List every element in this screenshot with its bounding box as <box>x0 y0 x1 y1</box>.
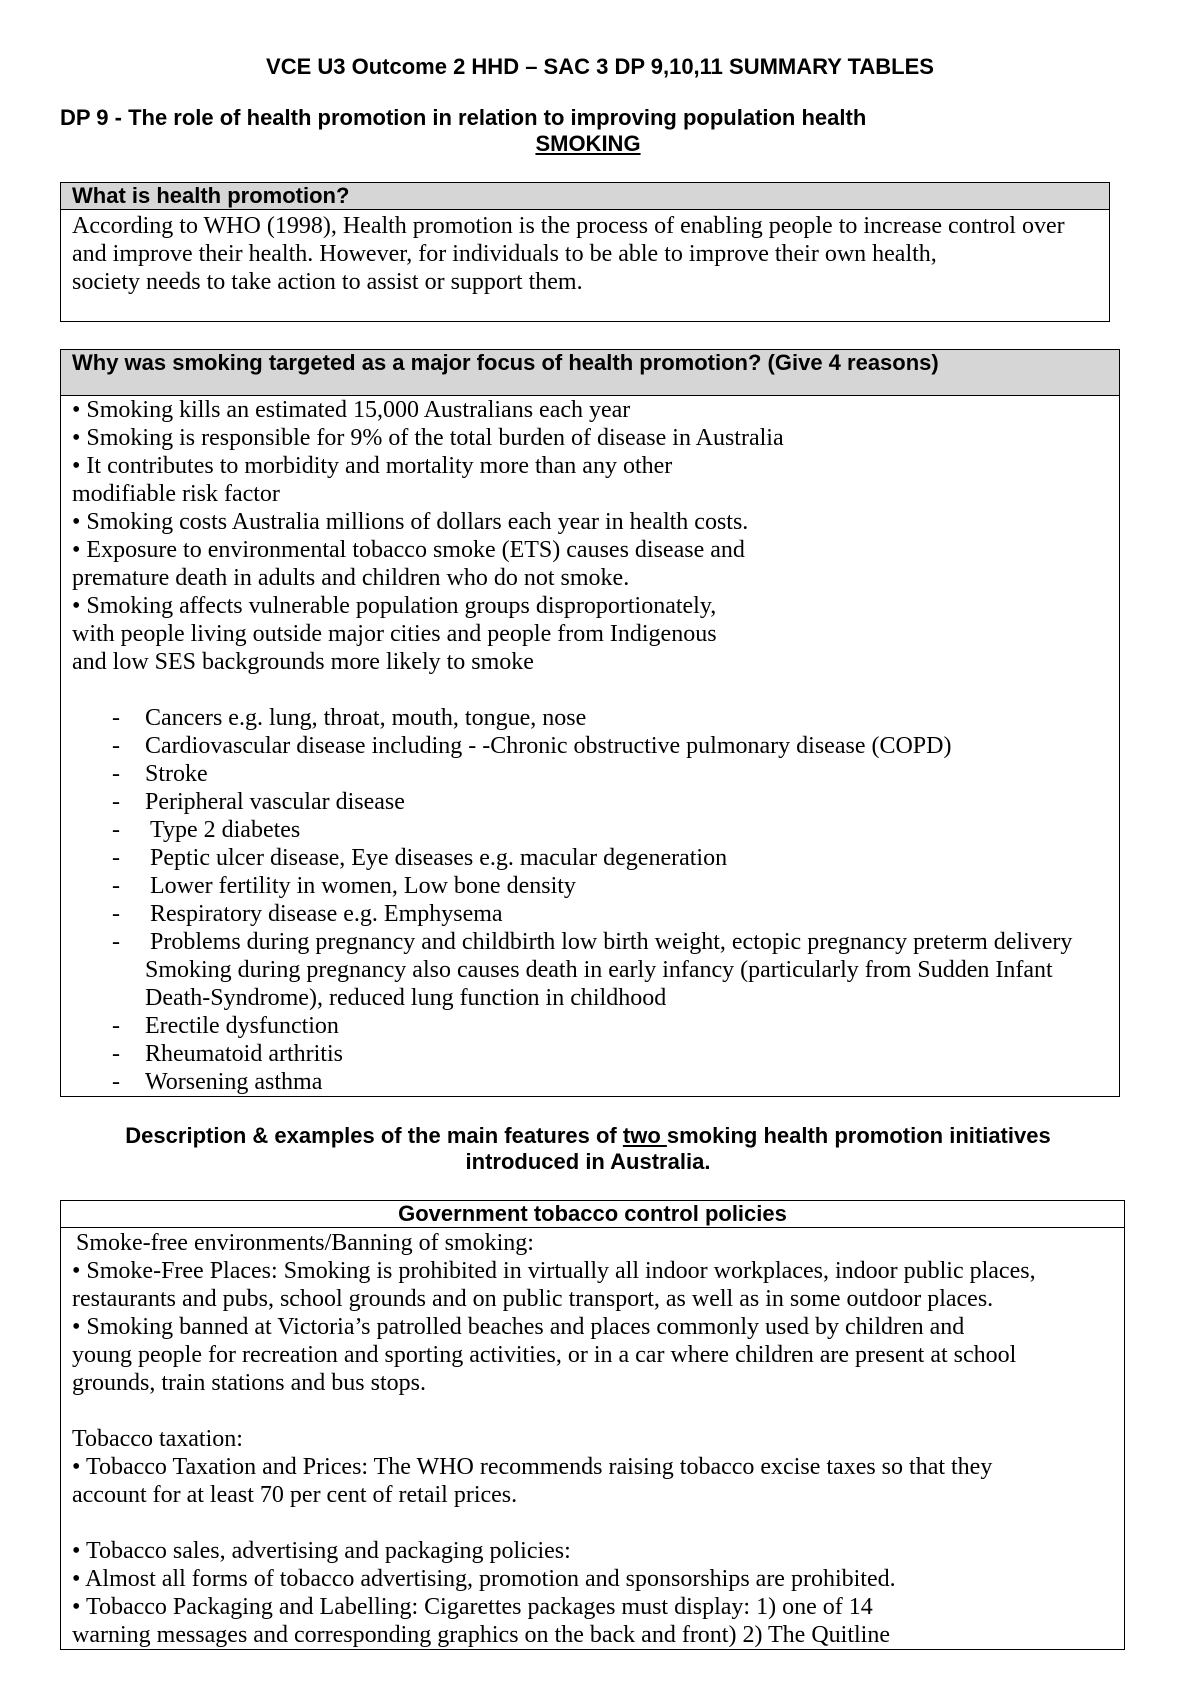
table-line: • Tobacco Packaging and Labelling: Cigarettes packages must display: 1) one of 14 <box>72 1594 873 1620</box>
condition-text: Stroke <box>145 761 208 787</box>
initiatives-heading-text: Description & examples of the main features of <box>125 1123 623 1148</box>
section-label: Smoke-free environments/Banning of smoking: <box>76 1230 534 1256</box>
condition-text: Cardiovascular disease including - -Chronic obstructive pulmonary disease (COPD) <box>145 733 952 759</box>
condition-item <box>72 760 1108 788</box>
reason-line: • Smoking costs Australia millions of dollars each year in health costs. <box>72 509 749 535</box>
smoking-focus-table-header: Why was smoking targeted as a major focus of health promotion? (Give 4 reasons) <box>61 350 1119 396</box>
condition-text: Respiratory disease e.g. Emphysema <box>150 901 503 927</box>
initiatives-heading <box>60 1123 1116 1175</box>
condition-text: Rheumatoid arthritis <box>145 1041 343 1067</box>
condition-item <box>72 816 1108 844</box>
blank-line <box>72 676 1108 704</box>
list-marker: - <box>112 845 120 871</box>
condition-text: Problems during pregnancy and childbirth low birth weight, ectopic pregnancy preterm delivery <box>150 929 1073 955</box>
health-promotion-table-body <box>61 210 1109 296</box>
condition-item <box>72 1040 1108 1068</box>
section-label: Tobacco taxation: <box>72 1426 243 1452</box>
list-marker: - <box>112 789 120 815</box>
condition-text: Erectile dysfunction <box>145 1013 339 1039</box>
reason-line: • Smoking kills an estimated 15,000 Australians each year <box>72 397 631 423</box>
list-marker: - <box>112 901 120 927</box>
condition-text: Worsening asthma <box>145 1069 323 1095</box>
condition-item <box>72 844 1108 872</box>
table-line: restaurants and pubs, school grounds and on public transport, as well as in some outdoor places. <box>72 1286 994 1312</box>
reason-line: modifiable risk factor <box>72 481 280 507</box>
condition-text: Lower fertility in women, Low bone density <box>150 873 576 899</box>
list-marker: - <box>112 1069 120 1095</box>
reason-line: premature death in adults and children who do not smoke. <box>72 565 630 591</box>
blank-line <box>72 1397 1113 1425</box>
condition-text: Peripheral vascular disease <box>145 789 405 815</box>
list-marker: - <box>112 733 120 759</box>
reason-line: • Smoking is responsible for 9% of the total burden of disease in Australia <box>72 425 784 451</box>
condition-item <box>72 928 1108 1012</box>
reason-line: with people living outside major cities and people from Indigenous <box>72 621 717 647</box>
reason-line: and low SES backgrounds more likely to smoke <box>72 649 534 675</box>
list-marker: - <box>112 1013 120 1039</box>
table-line: According to WHO (1998), Health promotion is the process of enabling people to increase control over <box>72 213 1065 239</box>
list-marker: - <box>112 929 120 955</box>
table-line: young people for recreation and sporting activities, or in a car where children are present at school <box>72 1342 1017 1368</box>
reason-line: • It contributes to morbidity and mortality more than any other <box>72 453 673 479</box>
list-marker: - <box>112 1041 120 1067</box>
condition-text: Type 2 diabetes <box>150 817 301 843</box>
list-marker: - <box>112 705 120 731</box>
health-promotion-table-header: What is health promotion? <box>61 183 1109 210</box>
smoking-focus-table <box>60 349 1120 1097</box>
blank-line <box>72 1509 1113 1537</box>
condition-item <box>72 1012 1108 1040</box>
reason-line: • Smoking affects vulnerable population groups disproportionately, <box>72 593 717 619</box>
table-line: society needs to take action to assist or support them. <box>72 269 583 295</box>
condition-text: Cancers e.g. lung, throat, mouth, tongue, nose <box>145 705 587 731</box>
tobacco-policies-table-header: Government tobacco control policies <box>61 1201 1124 1228</box>
table-line: account for at least 70 per cent of retail prices. <box>72 1482 518 1508</box>
condition-item <box>72 704 1108 732</box>
initiatives-heading-underlined: two <box>622 1123 667 1148</box>
condition-text: Death-Syndrome), reduced lung function in childhood <box>145 985 667 1011</box>
initiatives-heading-line-1 <box>60 1123 1116 1149</box>
initiatives-heading-text: smoking health promotion initiatives <box>666 1123 1051 1148</box>
health-promotion-table <box>60 182 1110 322</box>
smoking-focus-table-body <box>61 396 1119 1096</box>
condition-item <box>72 732 1108 760</box>
condition-item <box>72 872 1108 900</box>
list-marker: - <box>112 761 120 787</box>
section-heading: DP 9 - The role of health promotion in relation to improving population health <box>60 105 867 130</box>
tobacco-policies-table <box>60 1200 1125 1650</box>
table-line: • Tobacco Taxation and Prices: The WHO recommends raising tobacco excise taxes so that they <box>72 1454 993 1480</box>
tobacco-policies-table-body <box>61 1228 1124 1649</box>
table-line: • Smoking banned at Victoria’s patrolled beaches and places commonly used by children and <box>72 1314 965 1340</box>
list-marker: - <box>112 873 120 899</box>
condition-item <box>72 788 1108 816</box>
reason-line: • Exposure to environmental tobacco smoke (ETS) causes disease and <box>72 537 745 563</box>
topic-heading-wrap <box>60 131 1116 157</box>
list-marker: - <box>112 817 120 843</box>
topic-heading: SMOKING <box>535 131 641 156</box>
table-line: • Smoke-Free Places: Smoking is prohibited in virtually all indoor workplaces, indoor public places, <box>72 1258 1036 1284</box>
table-line: grounds, train stations and bus stops. <box>72 1370 426 1396</box>
table-line: warning messages and corresponding graphics on the back and front) 2) The Quitline <box>72 1622 890 1648</box>
condition-text: Peptic ulcer disease, Eye diseases e.g. macular degeneration <box>150 845 728 871</box>
table-line: and improve their health. However, for individuals to be able to improve their own health, <box>72 241 937 267</box>
initiatives-heading-line-2: introduced in Australia. <box>465 1149 711 1174</box>
document-title: VCE U3 Outcome 2 HHD – SAC 3 DP 9,10,11 SUMMARY TABLES <box>266 54 934 79</box>
section-label: • Tobacco sales, advertising and packaging policies: <box>72 1538 571 1564</box>
condition-item <box>72 900 1108 928</box>
condition-text: Smoking during pregnancy also causes death in early infancy (particularly from Sudden Infant <box>145 957 1053 983</box>
condition-item <box>72 1068 1108 1096</box>
table-line: • Almost all forms of tobacco advertising, promotion and sponsorships are prohibited. <box>72 1566 896 1592</box>
